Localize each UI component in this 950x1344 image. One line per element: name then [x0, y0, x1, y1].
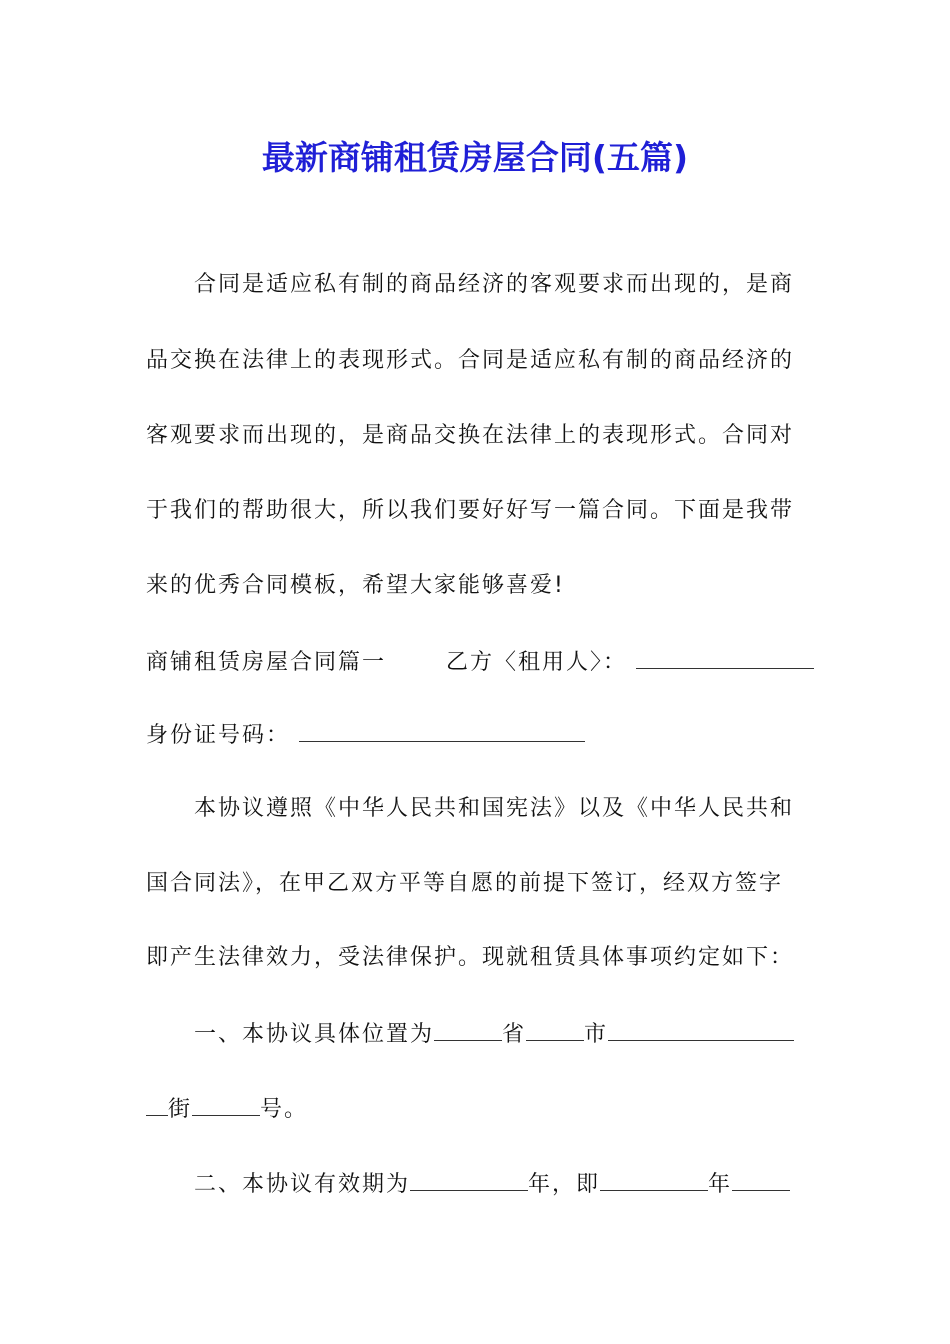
clause-1-row — [194, 1018, 806, 1050]
document-title: 最新商铺租赁房屋合同(五篇) — [261, 138, 689, 177]
start-month-blank — [732, 1168, 790, 1191]
intro-line-2: 品交换在法律上的表现形式。合同是适应私有制的商品经济的 — [146, 348, 795, 373]
id-number-row — [146, 719, 806, 751]
agreement-line-3: 即产生法律效力，受法律保护。现就租赁具体事项约定如下： — [146, 945, 795, 970]
section-heading: 商铺租赁房屋合同篇一 — [146, 650, 387, 675]
id-number-label: 身份证号码： — [146, 723, 291, 748]
district-blank — [608, 1018, 794, 1041]
street-prefix-blank — [146, 1093, 168, 1116]
intro-line-4: 于我们的帮助很大，所以我们要好好写一篇合同。下面是我带 — [146, 498, 795, 523]
party-b-label: 乙方〈租用人〉： — [446, 650, 628, 675]
term-years-blank — [410, 1168, 528, 1191]
clause-2-prefix: 二、本协议有效期为 — [194, 1172, 411, 1197]
intro-line-5: 来的优秀合同模板，希望大家能够喜爱! — [146, 573, 565, 598]
intro-line-3: 客观要求而出现的，是商品交换在法律上的表现形式。合同对 — [146, 423, 795, 448]
intro-line-1: 合同是适应私有制的商品经济的客观要求而出现的，是商 — [194, 272, 795, 297]
street-label: 街 — [168, 1097, 193, 1122]
street-number-blank — [192, 1093, 260, 1116]
clause-2-row — [194, 1168, 806, 1200]
id-number-blank — [299, 719, 585, 742]
term-years-label: 年，即 — [528, 1172, 601, 1197]
city-label: 市 — [584, 1022, 609, 1047]
start-year-blank — [600, 1168, 708, 1191]
clause-1-continuation — [146, 1093, 806, 1125]
province-label: 省 — [502, 1022, 527, 1047]
city-blank — [526, 1018, 584, 1041]
start-year-label: 年 — [708, 1172, 733, 1197]
party-b-blank — [636, 646, 814, 669]
section-heading-row — [146, 646, 806, 678]
number-label: 号。 — [260, 1097, 309, 1122]
agreement-line-2: 国合同法》，在甲乙双方平等自愿的前提下签订，经双方签字 — [146, 871, 784, 896]
province-blank — [434, 1018, 502, 1041]
agreement-line-1: 本协议遵照《中华人民共和国宪法》以及《中华人民共和 — [194, 796, 795, 821]
clause-1-prefix: 一、本协议具体位置为 — [194, 1022, 435, 1047]
